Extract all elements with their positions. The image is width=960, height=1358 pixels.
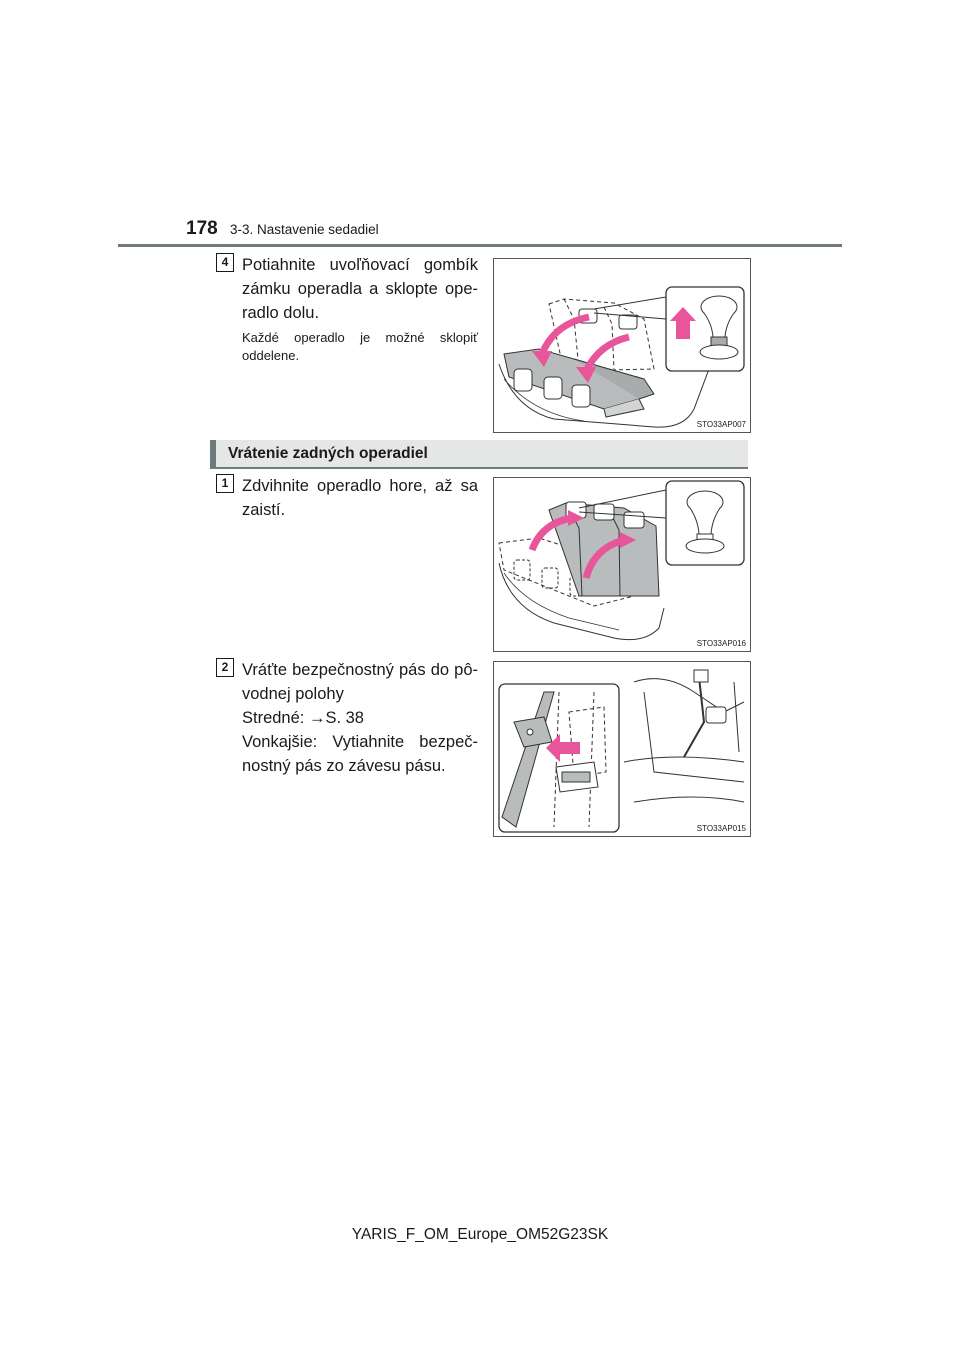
page-number: 178 xyxy=(186,218,218,239)
step-2-line3: Vonkajšie: Vytiahnite bezpeč-nostný pás zo závesu pásu. xyxy=(242,733,478,775)
fold-seat-illustration xyxy=(494,259,750,432)
raise-seat-illustration xyxy=(494,478,750,651)
step-2-line1: Vráťte bezpečnostný pás do pô-vodnej polohy xyxy=(242,661,478,703)
header-divider xyxy=(118,244,842,247)
step-4-text: Potiahnite uvoľňovací gombík zámku operadla a sklopte ope-radlo dolu. xyxy=(242,256,478,322)
subsection-heading: Vrátenie zadných operadiel xyxy=(210,440,748,467)
figure-code: STO33AP007 xyxy=(696,420,746,429)
figure-fold-seat xyxy=(493,258,751,433)
figure-belt-return xyxy=(493,661,751,837)
belt-return-illustration xyxy=(494,662,750,836)
step-badge-2: 2 xyxy=(216,658,234,677)
step-badge-1: 1 xyxy=(216,474,234,493)
section-title: 3-3. Nastavenie sedadiel xyxy=(230,222,379,237)
footer-doc-id: YARIS_F_OM_Europe_OM52G23SK xyxy=(351,1226,609,1243)
figure-raise-seat xyxy=(493,477,751,652)
step-badge-4: 4 xyxy=(216,253,234,272)
subsection-underline xyxy=(210,467,748,469)
step-2-line2: Stredné: →S. 38 xyxy=(242,709,364,727)
figure-code: STO33AP016 xyxy=(696,639,746,648)
step-4-note: Každé operadlo je možné sklopiť oddelene. xyxy=(242,330,478,363)
figure-code: STO33AP015 xyxy=(696,824,746,833)
step-1-text: Zdvihnite operadlo hore, až sa zaistí. xyxy=(242,477,478,519)
